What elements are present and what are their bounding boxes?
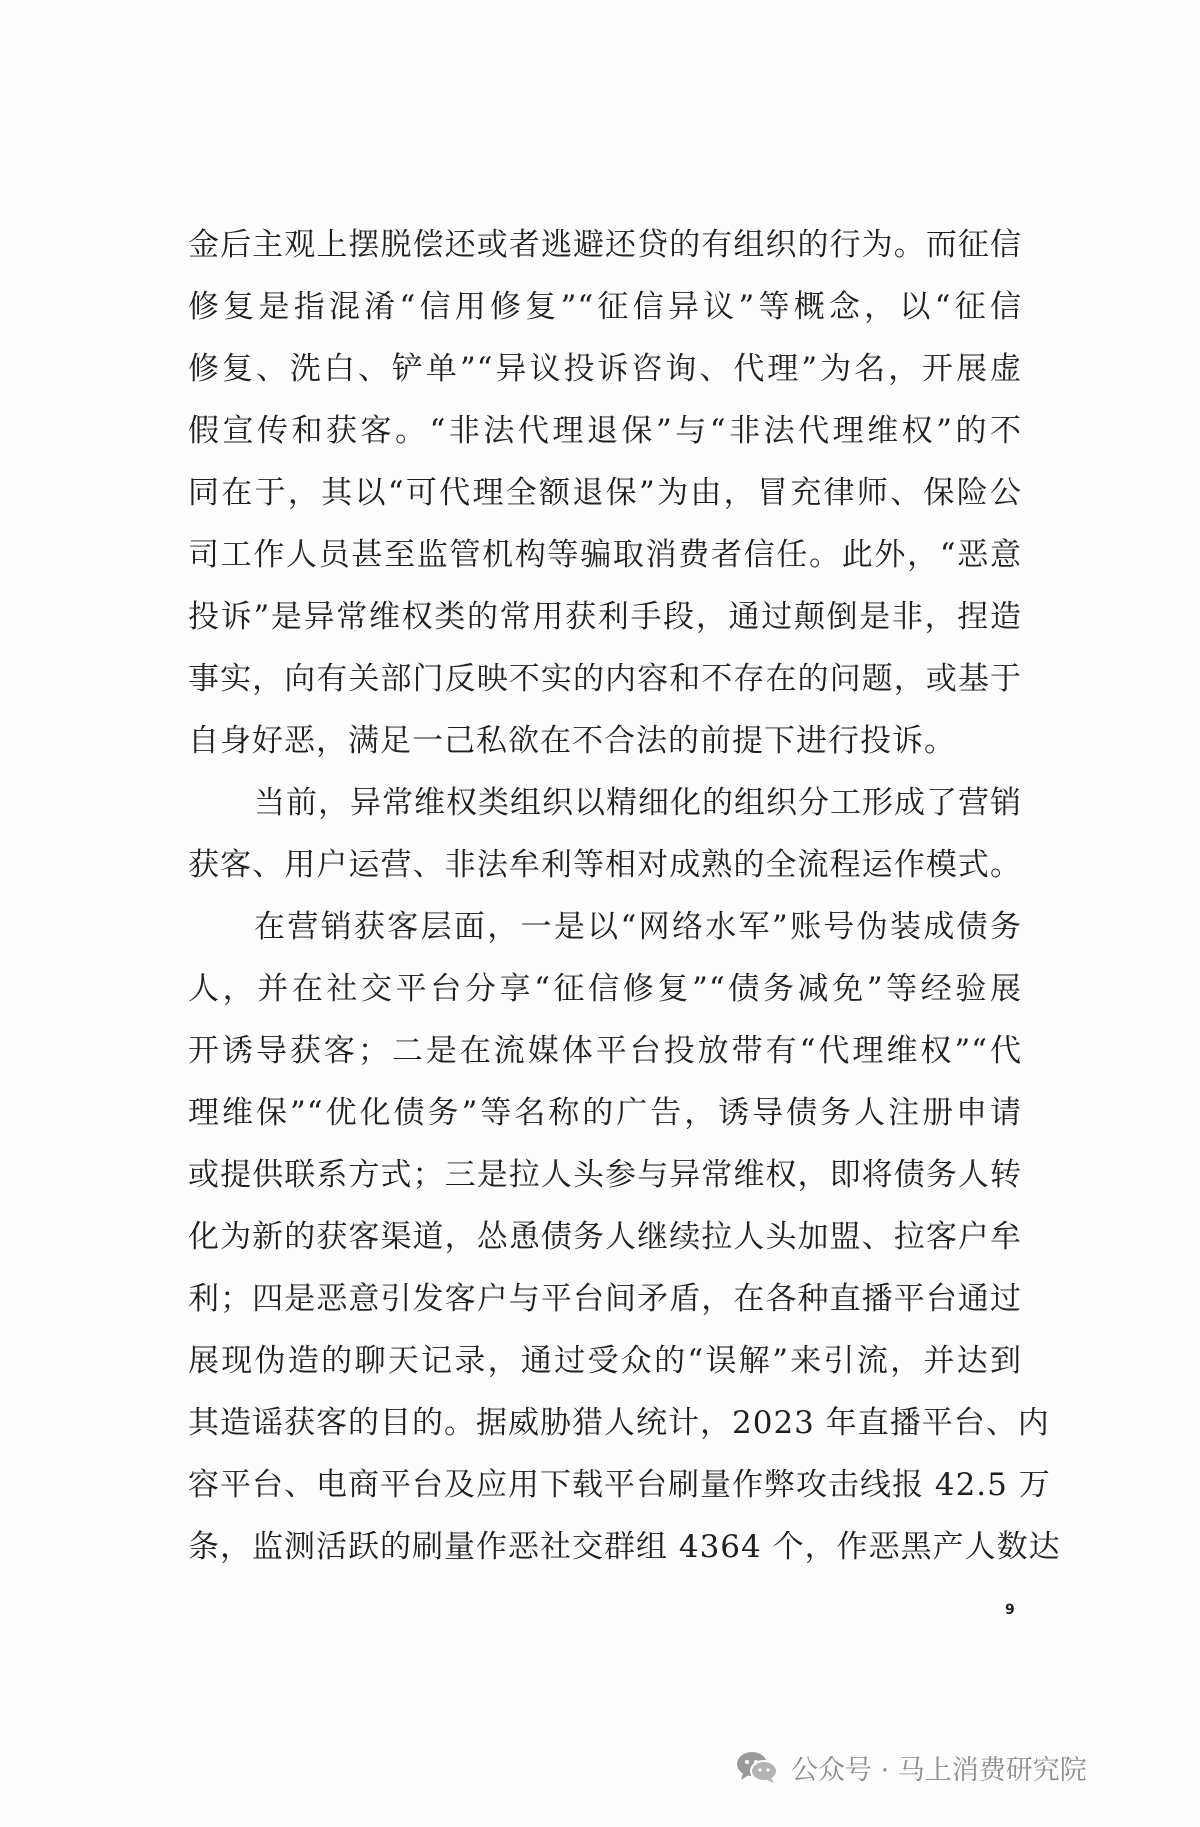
page-number: 9 <box>1005 1602 1015 1618</box>
text-line: 在营销获客层面，一是以“网络水军”账号伪装成债务 <box>254 909 1022 945</box>
text-line: 开诱导获客；二是在流媒体平台投放带有“代理维权”“代 <box>188 1033 1022 1069</box>
text-line: 人，并在社交平台分享“征信修复”“债务减免”等经验展 <box>188 971 1022 1007</box>
text-line: 金后主观上摆脱偿还或者逃避还贷的有组织的行为。而征信 <box>188 227 1022 263</box>
text-line: 事实，向有关部门反映不实的内容和不存在的问题，或基于 <box>188 661 1022 697</box>
text-line: 投诉”是异常维权类的常用获利手段，通过颠倒是非，捏造 <box>188 599 1022 635</box>
text-line: 假宣传和获客。“非法代理退保”与“非法代理维权”的不 <box>188 413 1022 449</box>
wechat-icon <box>735 1749 779 1785</box>
watermark <box>735 1747 1087 1787</box>
watermark-text: 公众号 · 马上消费研究院 <box>791 1754 1087 1786</box>
text-line: 利；四是恶意引发客户与平台间矛盾，在各种直播平台通过 <box>188 1281 1022 1317</box>
text-line: 其造谣获客的目的。据威胁猎人统计，2023 年直播平台、内 <box>188 1405 1050 1441</box>
text-line: 同在于，其以“可代理全额退保”为由，冒充律师、保险公 <box>188 475 1022 511</box>
text-line: 容平台、电商平台及应用下载平台刷量作弊攻击线报 42.5 万 <box>188 1467 1051 1503</box>
text-line: 修复是指混淆“信用修复”“征信异议”等概念，以“征信 <box>188 289 1022 325</box>
text-line: 理维保”“优化债务”等名称的广告，诱导债务人注册申请 <box>188 1095 1022 1131</box>
text-line: 当前，异常维权类组织以精细化的组织分工形成了营销 <box>254 785 1022 821</box>
body-text <box>188 214 1061 1578</box>
text-line: 自身好恶，满足一己私欲在不合法的前提下进行投诉。 <box>188 723 956 759</box>
text-line: 修复、洗白、铲单”“异议投诉咨询、代理”为名，开展虚 <box>188 351 1022 387</box>
text-line: 或提供联系方式；三是拉人头参与异常维权，即将债务人转 <box>188 1157 1022 1193</box>
text-line: 展现伪造的聊天记录，通过受众的“误解”来引流，并达到 <box>188 1343 1022 1379</box>
text-line: 条，监测活跃的刷量作恶社交群组 4364 个，作恶黑产人数达 <box>188 1529 1061 1565</box>
text-line: 司工作人员甚至监管机构等骗取消费者信任。此外，“恶意 <box>188 537 1022 573</box>
text-line: 化为新的获客渠道，怂恿债务人继续拉人头加盟、拉客户牟 <box>188 1219 1022 1255</box>
text-line: 获客、用户运营、非法牟利等相对成熟的全流程运作模式。 <box>188 847 1022 883</box>
